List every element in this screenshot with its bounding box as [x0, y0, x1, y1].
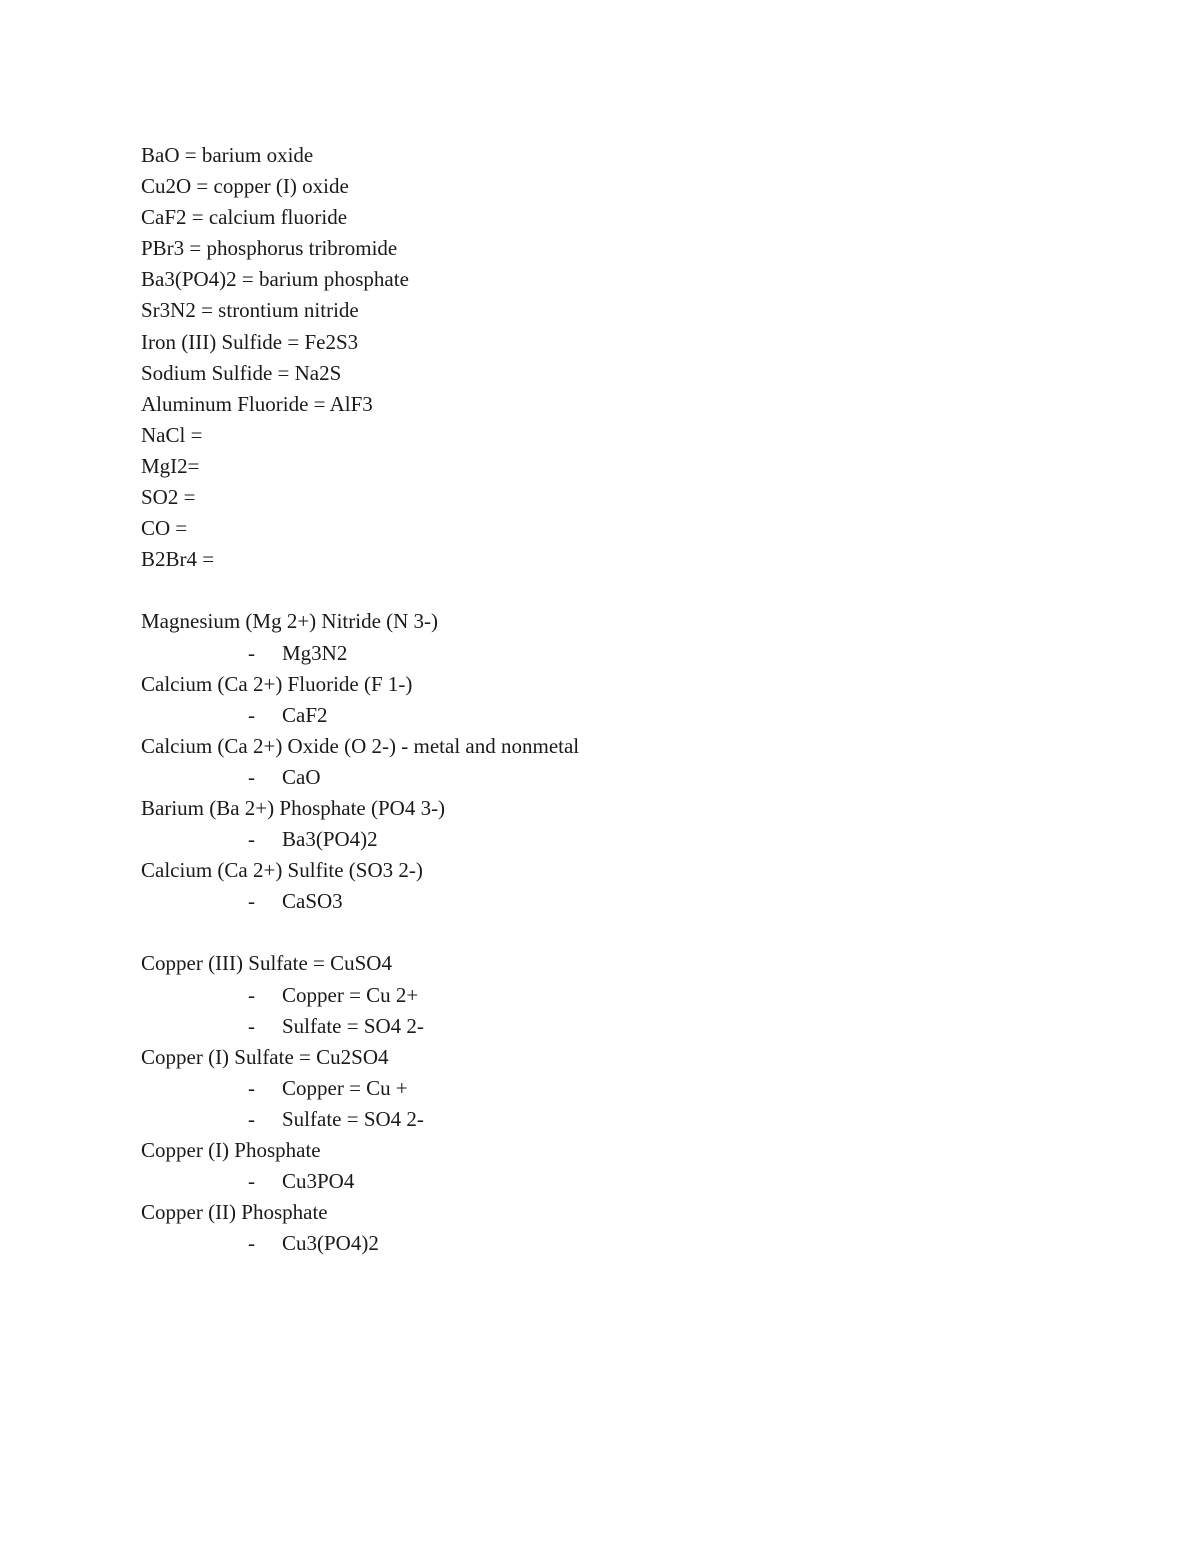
- bullet-item: [141, 886, 1121, 917]
- bullet-marker: -: [248, 640, 255, 665]
- compound-heading: Barium (Ba 2+) Phosphate (PO4 3-): [141, 795, 446, 820]
- bullet-marker: -: [248, 1075, 255, 1100]
- bullet-marker: -: [248, 764, 255, 789]
- list-item: NaCl =: [141, 422, 203, 447]
- list-item: SO2 =: [141, 485, 196, 510]
- list-item: CaF2 = calcium fluoride: [141, 205, 348, 230]
- copper-compound-list: [141, 948, 1121, 1259]
- bullet-item: [141, 638, 1121, 669]
- list-item: Sr3N2 = strontium nitride: [141, 298, 359, 323]
- ionic-formula-list: [141, 606, 1121, 917]
- bullet-item: [141, 1104, 1121, 1135]
- bullet-text: Sulfate = SO4 2-: [282, 1106, 424, 1131]
- bullet-item: [141, 1228, 1121, 1259]
- bullet-item: [141, 980, 1121, 1011]
- bullet-marker: -: [248, 1013, 255, 1038]
- bullet-text: Cu3(PO4)2: [282, 1231, 379, 1256]
- list-item: B2Br4 =: [141, 547, 215, 572]
- compound-heading: Calcium (Ca 2+) Sulfite (SO3 2-): [141, 858, 423, 883]
- bullet-item: [141, 700, 1121, 731]
- bullet-marker: -: [248, 982, 255, 1007]
- bullet-text: Ba3(PO4)2: [282, 827, 378, 852]
- list-item: Ba3(PO4)2 = barium phosphate: [141, 267, 409, 292]
- list-item: Cu2O = copper (I) oxide: [141, 174, 349, 199]
- compound-heading: Calcium (Ca 2+) Oxide (O 2-) - metal and nonmetal: [141, 733, 580, 758]
- bullet-text: Copper = Cu 2+: [282, 982, 419, 1007]
- bullet-text: CaSO3: [282, 889, 343, 914]
- bullet-text: Cu3PO4: [282, 1169, 355, 1194]
- bullet-text: Mg3N2: [282, 640, 348, 665]
- bullet-marker: -: [248, 827, 255, 852]
- blank-line: [141, 575, 1121, 606]
- compound-heading: Magnesium (Mg 2+) Nitride (N 3-): [141, 609, 439, 634]
- compound-heading: Copper (I) Sulfate = Cu2SO4: [141, 1044, 389, 1069]
- bullet-text: CaO: [282, 764, 321, 789]
- bullet-text: CaF2: [282, 702, 328, 727]
- list-item: PBr3 = phosphorus tribromide: [141, 236, 398, 261]
- bullet-text: Sulfate = SO4 2-: [282, 1013, 424, 1038]
- list-item: Aluminum Fluoride = AlF3: [141, 391, 373, 416]
- bullet-marker: -: [248, 1231, 255, 1256]
- bullet-item: [141, 762, 1121, 793]
- compound-heading: Copper (II) Phosphate: [141, 1200, 328, 1225]
- blank-line: [141, 917, 1121, 948]
- list-item: MgI2=: [141, 453, 200, 478]
- bullet-item: [141, 1073, 1121, 1104]
- bullet-marker: -: [248, 1106, 255, 1131]
- bullet-marker: -: [248, 1169, 255, 1194]
- document-body: [141, 140, 1121, 1259]
- compound-heading: Copper (III) Sulfate = CuSO4: [141, 951, 392, 976]
- list-item: Iron (III) Sulfide = Fe2S3: [141, 329, 359, 354]
- bullet-item: [141, 824, 1121, 855]
- bullet-text: Copper = Cu +: [282, 1075, 408, 1100]
- bullet-marker: -: [248, 702, 255, 727]
- list-item: BaO = barium oxide: [141, 143, 314, 167]
- bullet-item: [141, 1166, 1121, 1197]
- bullet-item: [141, 1011, 1121, 1042]
- compound-list: [141, 140, 1121, 575]
- compound-heading: Copper (I) Phosphate: [141, 1138, 321, 1162]
- list-item: CO =: [141, 516, 188, 541]
- bullet-marker: -: [248, 889, 255, 914]
- list-item: Sodium Sulfide = Na2S: [141, 360, 342, 385]
- compound-heading: Calcium (Ca 2+) Fluoride (F 1-): [141, 671, 413, 696]
